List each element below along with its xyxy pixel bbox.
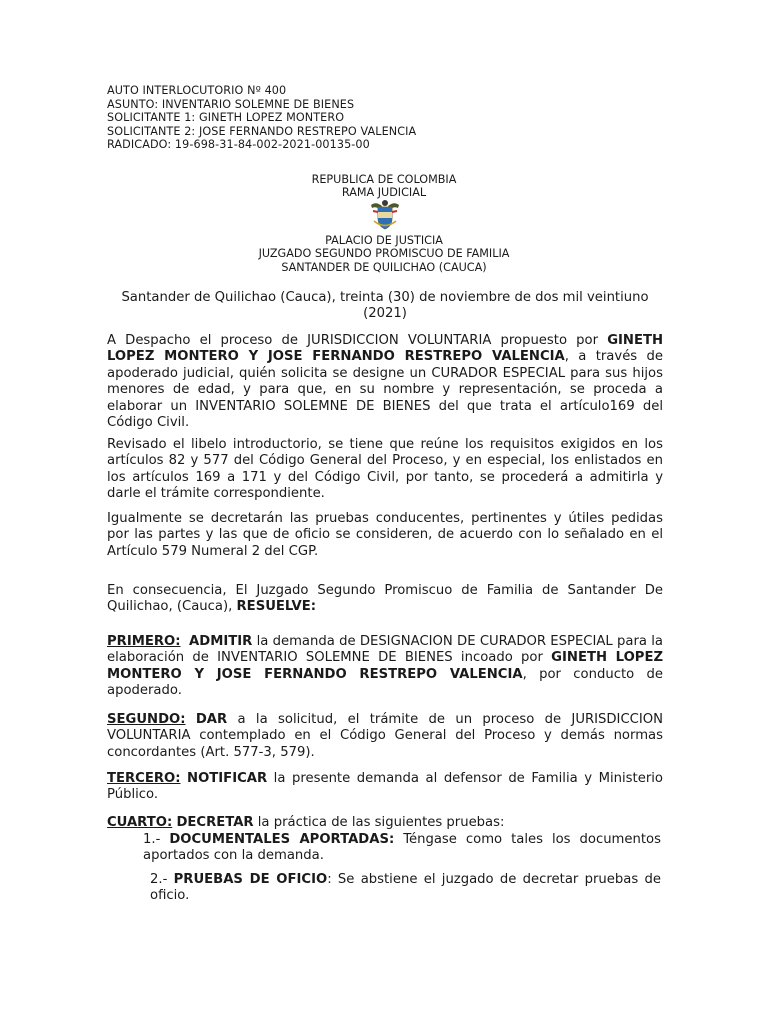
auto-number: AUTO INTERLOCUTORIO Nº 400: [107, 84, 287, 97]
second-text: a la solicitud, el trámite de un proceso de JURISDICCION VOLUNTARIA contemplado en el Código General del Proceso y demás normas concordantes (Art. 577-3, 579).: [107, 712, 663, 760]
item1-number: 1.-: [143, 832, 170, 847]
first-text: la demanda de DESIGNACION DE CURADOR ESPECIAL para la elaboración de INVENTARIO SOLEMNE DE BIENES incoado por: [107, 634, 663, 666]
item1-text: Téngase como tales los documentos aportados con la demanda.: [143, 832, 661, 864]
item2-label: PRUEBAS DE OFICIO: [173, 872, 328, 887]
paragraph-intro: [107, 333, 663, 431]
city-line: SANTANDER DE QUILICHAO (CAUCA): [281, 260, 487, 274]
institution-header-bottom: [0, 234, 768, 274]
date-line: Santander de Quilichao (Cauca), treinta (30) de noviembre de dos mil veintiuno (2021): [121, 290, 649, 322]
intro-text-cont: , a través de apoderado judicial, quién solicita se designe un CURADOR ESPECIAL para sus hijos menores de edad, y para que, en su nombre y representación, se proceda a elaborar un INVENTARIO SOLEMNE DE BIENES del que trata el artículo169 del Código Civil.: [107, 349, 663, 431]
case-header: [107, 84, 416, 152]
resolution-fourth: [107, 815, 663, 831]
applicant-2: SOLICITANTE 2: JOSE FERNANDO RESTREPO VALENCIA: [107, 124, 417, 138]
resolves-label: RESUELVE:: [236, 599, 316, 615]
evidence-item-2: [150, 872, 661, 905]
judicial-branch-line: RAMA JUDICIAL: [341, 186, 427, 200]
third-verb: NOTIFICAR: [187, 771, 268, 786]
first-names: GINETH LOPEZ MONTERO Y JOSE FERNANDO RESTREPO VALENCIA: [107, 650, 664, 682]
item2-text: : Se abstiene el juzgado de decretar pruebas de oficio.: [150, 872, 661, 904]
fourth-text: la práctica de las siguientes pruebas:: [253, 815, 505, 830]
paragraph-review: Revisado el libelo introductorio, se tiene que reúne los requisitos exigidos en los artículos 82 y 577 del Código General del Proceso, y en especial, los enlistados en los artículos 169 a 171 y del Código Civil, por tanto, se procederá a admitirla y darle el trámite correspondiente.: [107, 437, 663, 502]
second-label: SEGUNDO:: [107, 712, 186, 727]
third-label: TERCERO:: [107, 771, 181, 786]
item1-label: DOCUMENTALES APORTADAS:: [169, 832, 395, 847]
consequence-text: En consecuencia, El Juzgado Segundo Promiscuo de Familia de Santander De Quilichao, (Cauca),: [107, 583, 663, 615]
evidence-item-1: [143, 832, 661, 865]
republic-line: REPUBLICA DE COLOMBIA: [311, 173, 457, 186]
institution-header-top: [0, 173, 768, 200]
item2-number: 2.-: [150, 872, 174, 887]
paragraph-consequence: [107, 583, 663, 616]
paragraph-evidence: Igualmente se decretarán las pruebas conducentes, pertinentes y útiles pedidas por las partes y las que de oficio se consideren, de acuerdo con lo señalado en el Artículo 579 Numeral 2 del CGP.: [107, 511, 663, 559]
first-verb: ADMITIR: [189, 634, 253, 649]
court-line: JUZGADO SEGUNDO PROMISCUO DE FAMILIA: [258, 247, 510, 261]
fourth-verb: DECRETAR: [176, 815, 254, 830]
second-verb: DAR: [195, 712, 228, 727]
first-text-cont: , por conducto de apoderado.: [107, 666, 663, 699]
applicants-names: GINETH LOPEZ MONTERO Y JOSE FERNANDO RESTREPO VALENCIA: [107, 333, 663, 365]
subject-line: ASUNTO: INVENTARIO SOLEMNE DE BIENES: [107, 97, 355, 111]
resolution-third: [107, 771, 663, 804]
coat-of-arms-icon: [368, 199, 402, 231]
fourth-label: CUARTO:: [107, 815, 173, 830]
case-number: RADICADO: 19-698-31-84-002-2021-00135-00: [107, 138, 370, 152]
intro-text: A Despacho el proceso de JURISDICCION VOLUNTARIA propuesto por: [107, 333, 608, 348]
palace-line: PALACIO DE JUSTICIA: [325, 234, 443, 247]
third-text: la presente demanda al defensor de Familia y Ministerio Público.: [107, 771, 663, 803]
resolution-second: [107, 712, 663, 761]
applicant-1: SOLICITANTE 1: GINETH LOPEZ MONTERO: [107, 111, 345, 125]
resolution-first: [107, 634, 663, 700]
first-label: PRIMERO:: [107, 634, 181, 649]
